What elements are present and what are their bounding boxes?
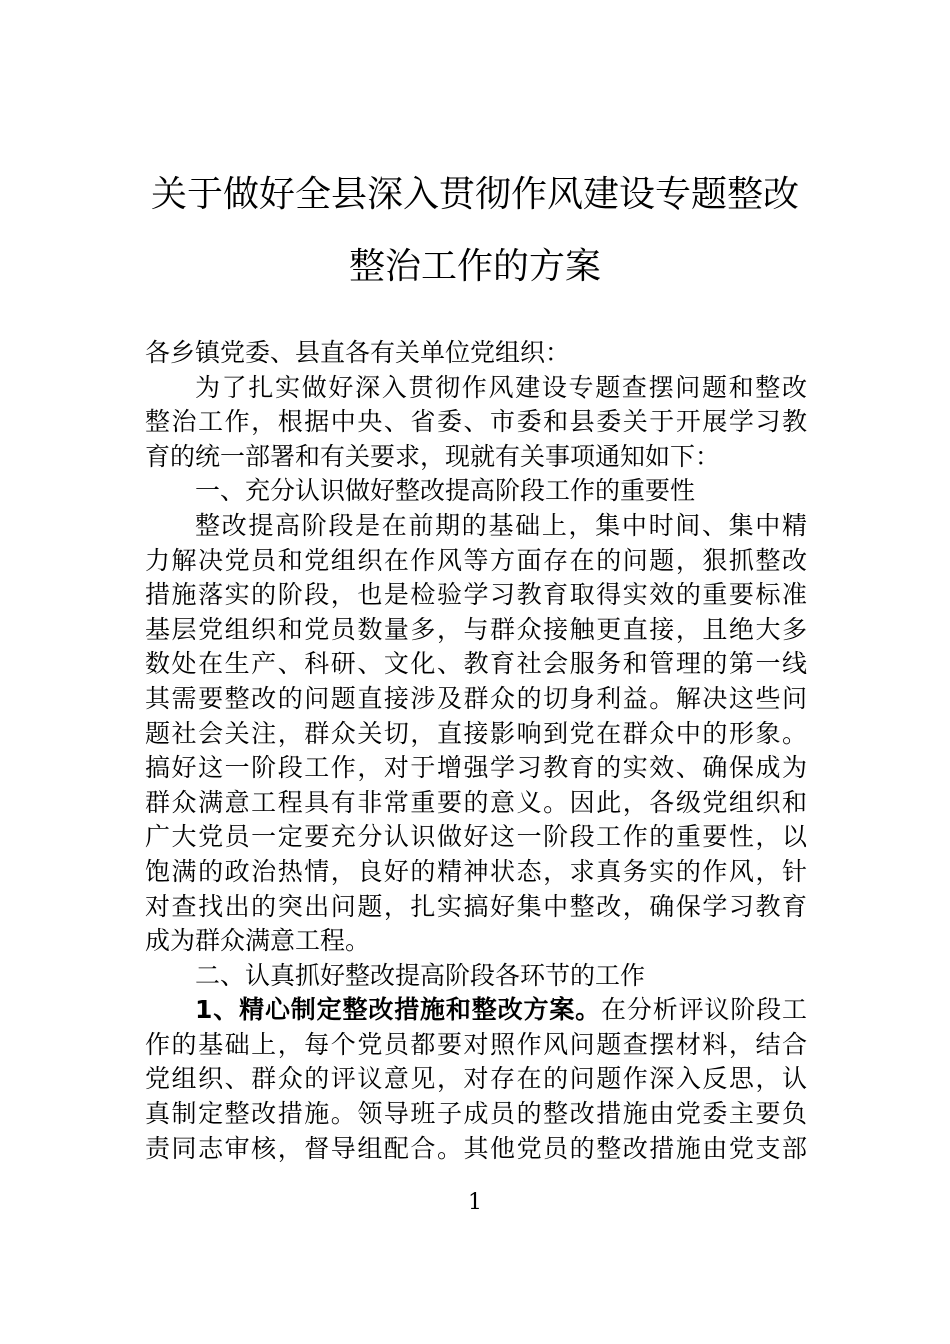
section-1-heading: 一、充分认识做好整改提高阶段工作的重要性 [195, 476, 696, 506]
section-1-line: 搞好这一阶段工作，对于增强学习教育的实效、确保成为 [145, 753, 807, 783]
section-1-line: 数处在生产、科研、文化、教育社会服务和管理的第一线 [145, 649, 807, 679]
section-2-heading: 二、认真抓好整改提高阶段各环节的工作 [195, 960, 646, 990]
intro-line: 整治工作，根据中央、省委、市委和县委关于开展学习教 [145, 407, 807, 437]
item-1-line: 真制定整改措施。领导班子成员的整改措施由党委主要负 [145, 1099, 807, 1129]
section-1-line: 基层党组织和党员数量多，与群众接触更直接，且绝大多 [145, 614, 807, 644]
document-title-line-1: 关于做好全县深入贯彻作风建设专题整改 [150, 174, 799, 215]
section-1-line: 群众满意工程具有非常重要的意义。因此，各级党组织和 [145, 787, 807, 817]
section-1-line: 措施落实的阶段，也是检验学习教育取得实效的重要标准 [145, 580, 807, 610]
item-1-first-line-text: 在分析评议阶段工 [601, 995, 807, 1025]
section-1-line: 整改提高阶段是在前期的基础上，集中时间、集中精 [195, 510, 807, 540]
page-number: 1 [468, 1190, 482, 1215]
section-1-line: 广大党员一定要充分认识做好这一阶段工作的重要性，以 [145, 822, 807, 852]
item-1-bold-heading: 1、精心制定整改措施和整改方案。 [195, 995, 602, 1025]
section-1-line: 题社会关注，群众关切，直接影响到党在群众中的形象。 [145, 718, 807, 748]
item-1-line: 责同志审核，督导组配合。其他党员的整改措施由党支部 [145, 1133, 807, 1163]
salutation: 各乡镇党委、县直各有关单位党组织： [145, 338, 571, 367]
section-1-line: 力解决党员和党组织在作风等方面存在的问题，狠抓整改 [145, 545, 807, 575]
section-1-line: 成为群众满意工程。 [145, 926, 371, 956]
intro-line: 育的统一部署和有关要求，现就有关事项通知如下： [145, 441, 721, 471]
section-1-line: 饱满的政治热情，良好的精神状态，求真务实的作风，针 [145, 856, 807, 886]
section-1-line: 对查找出的突出问题，扎实搞好集中整改，确保学习教育 [145, 891, 807, 921]
document-body [145, 336, 807, 1166]
intro-line: 为了扎实做好深入贯彻作风建设专题查摆问题和整改 [195, 372, 807, 402]
section-1-line: 其需要整改的问题直接涉及群众的切身利益。解决这些问 [145, 683, 807, 713]
item-1-line: 作的基础上，每个党员都要对照作风问题查摆材料，结合 [145, 1029, 807, 1059]
item-1-line: 党组织、群众的评议意见，对存在的问题作深入反思，认 [145, 1064, 807, 1094]
item-1-first-line [145, 993, 807, 1028]
document-title-line-2: 整治工作的方案 [348, 246, 601, 287]
